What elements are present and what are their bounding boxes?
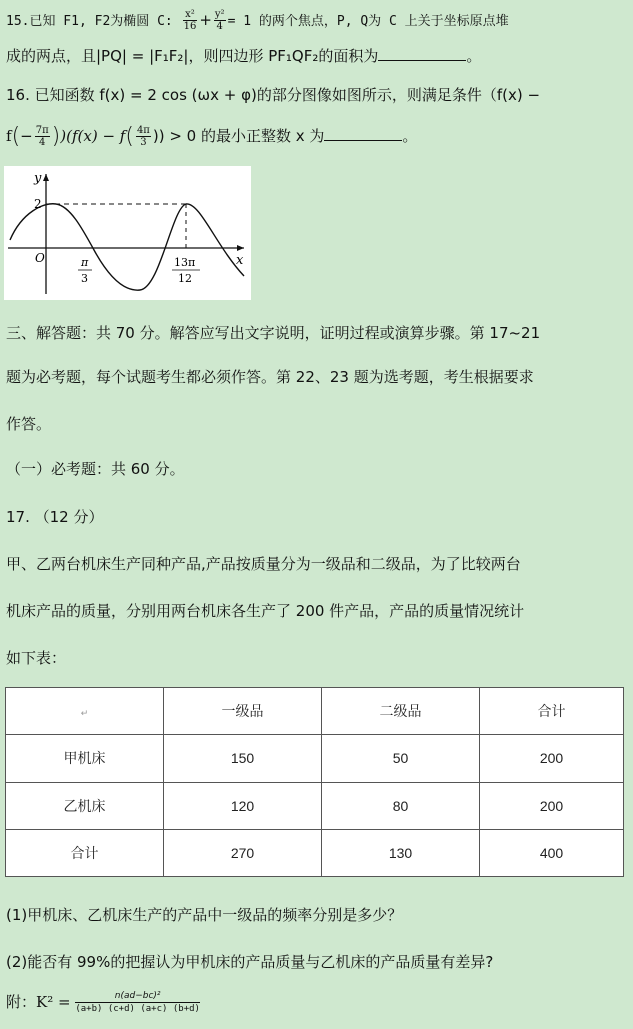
table-cell: 50 [322,735,480,782]
table-row [6,829,624,876]
y-axis-arrow [43,174,49,181]
q15-line2: 成的两点，且|PQ| = |F₁F₂|，则四边形 PF₁QF₂的面积为 。 [6,47,482,65]
x-tick2-num: 13π [174,256,196,269]
x-axis-arrow [237,245,244,251]
table-cell: 乙机床 [6,782,164,829]
table-cell: 120 [164,782,322,829]
q15-frac-y: $\frac{\text{y²}}{4}$ [214,9,225,32]
q16-frac-7pi4: $\frac{7\pi}{4}$ [35,125,49,148]
table-cell: 200 [480,782,624,829]
quality-table [5,687,624,877]
table-cell: 400 [480,829,624,876]
y-tick-2: 2 [34,197,42,211]
cosine-graph-svg [4,166,251,300]
x-tick2-den: 12 [178,272,192,285]
q17-p1: 甲、乙两台机床生产同种产品,产品按质量分为一级品和二级品，为了比较两台 [6,555,521,573]
table-cell: 150 [164,735,322,782]
q15-prefix: 15.已知 F1, F2为椭圆 C: [6,14,181,29]
section3-sub: （一）必考题：共 60 分。 [6,460,185,478]
table-cell: 270 [164,829,322,876]
y-axis-label: y [34,171,42,186]
x-tick1-num: π [81,256,89,269]
q16-line2: f(− $\frac{7\pi}{4}$ ))(f(x) − f( $\frac{4\pi}{3}$ )) > 0 的最小正整数 x 为 。 [6,124,418,149]
table-cell: 80 [322,782,480,829]
table-header-cell: 二级品 [322,688,480,735]
table-header-row [6,688,624,735]
table-cell: 200 [480,735,624,782]
formula-fraction: $\frac{\text{n(ad−bc)²}}{(a+b) (c+d) (a+c) (b+d)}$ [75,991,200,1014]
table-header-cell: ↵ [6,688,164,735]
table-header-cell: 一级品 [164,688,322,735]
x-axis-label: x [236,253,244,268]
origin-label: O [35,251,45,265]
table-cell: 合计 [6,829,164,876]
formula-prefix: 附：K² = [6,993,76,1011]
q15-frac-x: $\frac{\text{x²}}{16}$ [183,9,197,32]
table-header-cell: 合计 [480,688,624,735]
q15-suffix: = 1 的两个焦点，P, Q为 C 上关于坐标原点堆 [227,14,509,29]
section3-line1: 三、解答题：共 70 分。解答应写出文字说明，证明过程或演算步骤。第 17~21 [6,324,541,342]
q15-answer-blank[interactable] [378,46,466,61]
q17-sub1: (1)甲机床、乙机床生产的产品中一级品的频率分别是多少？ [6,906,403,924]
q15-line1: 15.已知 F1, F2为椭圆 C: $\frac{\text{x²}}{16}$ + $\frac{\text{y²}}{4}$ = 1 的两个焦点，P, Q为 C 上关于坐标原点堆 [6,9,509,32]
table-cell: 130 [322,829,480,876]
q17-sub2: (2)能否有 99%的把握认为甲机床的产品质量与乙机床的产品质量有差异? [6,953,494,971]
q17-p3: 如下表： [6,649,67,667]
q16-line1: 16. 已知函数 f(x) = 2 cos (ωx + φ)的部分图像如图所示，则满足条件（f(x) − [6,86,541,104]
q16-answer-blank[interactable] [324,126,402,141]
cosine-curve [10,204,244,290]
cosine-graph [4,166,251,300]
q16-frac-4pi3: $\frac{4\pi}{3}$ [136,125,150,148]
section3-line3: 作答。 [6,415,52,433]
q17-heading: 17. （12 分） [6,508,104,526]
x-tick1-den: 3 [81,272,88,285]
q17-p2: 机床产品的质量，分别用两台机床各生产了 200 件产品，产品的质量情况统计 [6,602,525,620]
k2-formula [6,990,200,1015]
section3-line2: 题为必考题，每个试题考生都必须作答。第 22、23 题为选考题，考生根据要求 [6,368,534,386]
table-row [6,735,624,782]
table-row [6,782,624,829]
table-cell: 甲机床 [6,735,164,782]
